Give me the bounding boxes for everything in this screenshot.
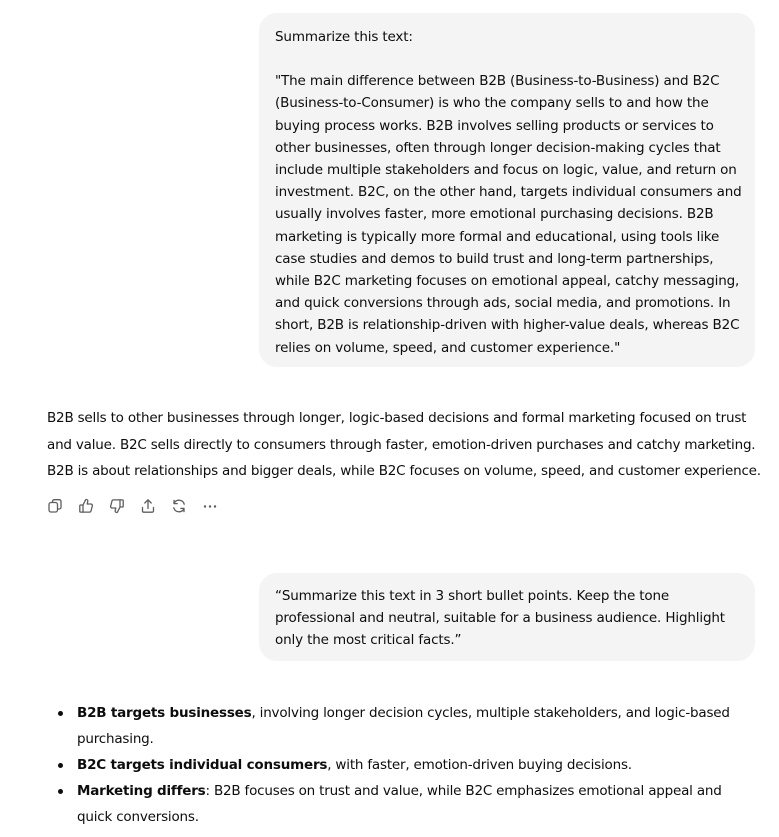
bullet-text: : B2B focuses on trust and value, while B2C emphasizes emotional appeal and quick conversions. bbox=[77, 783, 722, 825]
user-message-quote: "The main difference between B2B (Business-to-Business) and B2C (Business-to-Consumer) is who the company sells to and how the buying process works. B2B involves selling products or services to other businesses, often through longer decision-making cycles that include multiple stakeholders and focus on logic, value, and return on investment. B2C, on the other hand, targets individual consumers and usually involves faster, more emotional purchasing decisions. B2B marketing is typically more formal and educational, using tools like case studies and demos to build trust and long-term partnerships, while B2C marketing focuses on emotional appeal, catchy messaging, and quick conversions through ads, social media, and promotions. In short, B2B is relationship-driven with higher-value deals, whereas B2C relies on volume, speed, and customer experience." bbox=[275, 73, 742, 356]
bullet-text: , with faster, emotion-driven buying decisions. bbox=[327, 757, 632, 773]
user-message-text: “Summarize this text in 3 short bullet points. Keep the tone professional and neutral, suitable for a business audience. Highlight only the most critical facts.” bbox=[275, 588, 725, 649]
user-message-label: Summarize this text: bbox=[275, 29, 413, 45]
bullet-text: , involving longer decision cycles, multiple stakeholders, and logic-based purchasing. bbox=[77, 705, 730, 747]
regenerate-icon[interactable] bbox=[171, 498, 187, 514]
user-message bbox=[259, 13, 755, 367]
share-icon[interactable] bbox=[140, 498, 156, 514]
thumbs-up-icon[interactable] bbox=[78, 498, 94, 514]
assistant-response: B2B sells to other businesses through longer, logic-based decisions and formal marketing focused on trust and value. B2C sells directly to consumers through faster, emotion-driven purchases and catchy marketing. B2B is about relationships and bigger deals, while B2C focuses on volume, speed, and customer experience. bbox=[47, 410, 761, 479]
user-message bbox=[259, 573, 755, 661]
thumbs-down-icon[interactable] bbox=[109, 498, 125, 514]
assistant-bullet-list bbox=[55, 700, 755, 830]
list-item bbox=[55, 752, 755, 778]
more-icon[interactable] bbox=[202, 498, 218, 514]
bullet-bold: B2B targets businesses bbox=[77, 705, 252, 721]
list-item bbox=[55, 778, 755, 830]
bullet-bold: Marketing differs bbox=[77, 783, 206, 799]
copy-icon[interactable] bbox=[47, 498, 63, 514]
bullet-bold: B2C targets individual consumers bbox=[77, 757, 328, 773]
list-item bbox=[55, 700, 755, 752]
response-actions bbox=[47, 496, 233, 516]
